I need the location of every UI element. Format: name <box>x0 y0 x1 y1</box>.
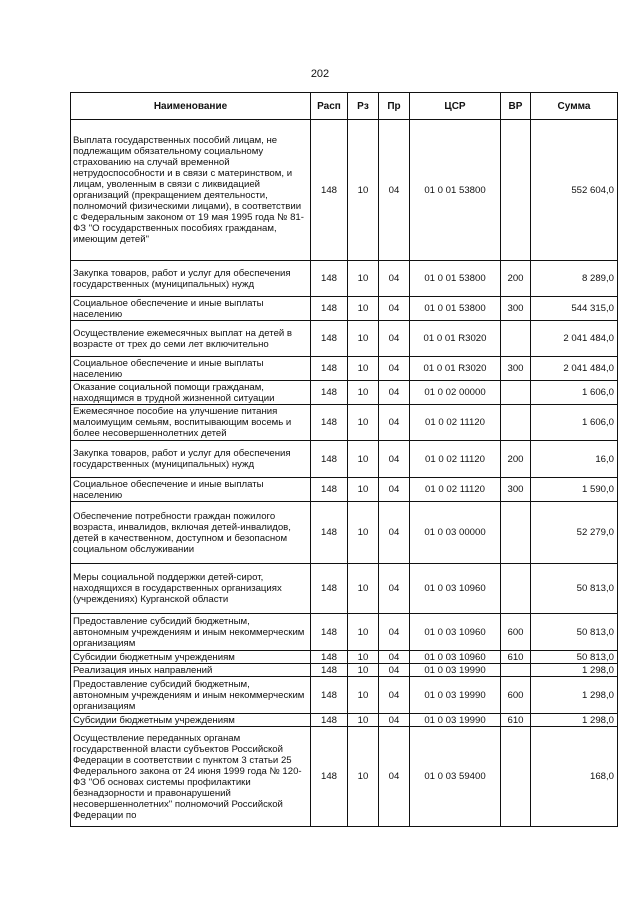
row-vr <box>501 727 531 827</box>
row-pr: 04 <box>379 651 410 664</box>
row-rasp: 148 <box>311 261 348 297</box>
header-rasp: Расп <box>311 93 348 120</box>
header-rz: Рз <box>348 93 379 120</box>
row-vr <box>501 321 531 357</box>
table-row <box>71 664 618 677</box>
row-name: Обеспечение потребности граждан пожилого возраста, инвалидов, включая детей-инвалидов, детей в качественном, доступном и безопасном социальном обслуживании <box>71 502 311 564</box>
row-name: Осуществление ежемесячных выплат на детей в возрасте от трех до семи лет включительно <box>71 321 311 357</box>
row-rz: 10 <box>348 321 379 357</box>
row-sum: 50 813,0 <box>531 614 618 651</box>
row-name: Субсидии бюджетным учреждениям <box>71 651 311 664</box>
table-row <box>71 261 618 297</box>
header-name: Наименование <box>71 93 311 120</box>
table-row <box>71 357 618 381</box>
row-rz: 10 <box>348 664 379 677</box>
row-sum: 1 606,0 <box>531 405 618 441</box>
row-rz: 10 <box>348 677 379 714</box>
row-vr: 600 <box>501 614 531 651</box>
row-rz: 10 <box>348 297 379 321</box>
header-pr: Пр <box>379 93 410 120</box>
table-row <box>71 564 618 614</box>
row-name: Социальное обеспечение и иные выплаты населению <box>71 478 311 502</box>
row-name: Осуществление переданных органам государственной власти субъектов Российской Федерации в соответствии с пунктом 3 статьи 25 Федерального закона от 24 июня 1999 года № 120-ФЗ "Об основах системы профилактики безнадзорности и правонарушений несовершеннолетних" полномочий Российской Федерации по <box>71 727 311 827</box>
row-rasp: 148 <box>311 677 348 714</box>
row-csr: 01 0 03 59400 <box>410 727 501 827</box>
row-csr: 01 0 01 53800 <box>410 297 501 321</box>
row-rz: 10 <box>348 727 379 827</box>
row-vr <box>501 120 531 261</box>
row-pr: 04 <box>379 564 410 614</box>
row-rasp: 148 <box>311 321 348 357</box>
row-sum: 52 279,0 <box>531 502 618 564</box>
row-rasp: 148 <box>311 381 348 405</box>
row-pr: 04 <box>379 441 410 478</box>
row-name: Ежемесячное пособие на улучшение питания малоимущим семьям, воспитывающим восемь и более несовершеннолетних детей <box>71 405 311 441</box>
table-row <box>71 651 618 664</box>
row-csr: 01 0 03 19990 <box>410 677 501 714</box>
table-row <box>71 614 618 651</box>
row-rasp: 148 <box>311 664 348 677</box>
row-name: Предоставление субсидий бюджетным, автономным учреждениям и иным некоммерческим организациям <box>71 677 311 714</box>
row-pr: 04 <box>379 614 410 651</box>
row-vr <box>501 381 531 405</box>
row-csr: 01 0 02 11120 <box>410 405 501 441</box>
row-pr: 04 <box>379 321 410 357</box>
table-row <box>71 441 618 478</box>
row-pr: 04 <box>379 478 410 502</box>
row-rz: 10 <box>348 478 379 502</box>
row-name: Социальное обеспечение и иные выплаты населению <box>71 357 311 381</box>
row-sum: 2 041 484,0 <box>531 357 618 381</box>
row-vr <box>501 405 531 441</box>
row-name: Оказание социальной помощи гражданам, находящимся в трудной жизненной ситуации <box>71 381 311 405</box>
row-rasp: 148 <box>311 478 348 502</box>
table-row <box>71 321 618 357</box>
header-csr: ЦСР <box>410 93 501 120</box>
row-rz: 10 <box>348 614 379 651</box>
row-sum: 1 298,0 <box>531 664 618 677</box>
row-rz: 10 <box>348 502 379 564</box>
row-vr: 300 <box>501 297 531 321</box>
row-csr: 01 0 03 10960 <box>410 651 501 664</box>
row-rasp: 148 <box>311 714 348 727</box>
row-sum: 1 590,0 <box>531 478 618 502</box>
row-csr: 01 0 03 19990 <box>410 714 501 727</box>
row-rasp: 148 <box>311 120 348 261</box>
row-rasp: 148 <box>311 405 348 441</box>
row-rz: 10 <box>348 261 379 297</box>
row-csr: 01 0 01 53800 <box>410 261 501 297</box>
row-csr: 01 0 01 53800 <box>410 120 501 261</box>
row-vr: 300 <box>501 357 531 381</box>
row-name: Закупка товаров, работ и услуг для обеспечения государственных (муниципальных) нужд <box>71 261 311 297</box>
table-row <box>71 478 618 502</box>
row-pr: 04 <box>379 714 410 727</box>
row-pr: 04 <box>379 405 410 441</box>
row-rz: 10 <box>348 651 379 664</box>
row-pr: 04 <box>379 502 410 564</box>
row-name: Закупка товаров, работ и услуг для обеспечения государственных (муниципальных) нужд <box>71 441 311 478</box>
row-name: Социальное обеспечение и иные выплаты населению <box>71 297 311 321</box>
row-csr: 01 0 03 10960 <box>410 614 501 651</box>
table-row <box>71 502 618 564</box>
row-rasp: 148 <box>311 564 348 614</box>
row-name: Предоставление субсидий бюджетным, автономным учреждениям и иным некоммерческим организациям <box>71 614 311 651</box>
header-vr: ВР <box>501 93 531 120</box>
row-sum: 16,0 <box>531 441 618 478</box>
table-row <box>71 120 618 261</box>
row-pr: 04 <box>379 727 410 827</box>
header-sum: Сумма <box>531 93 618 120</box>
row-vr <box>501 564 531 614</box>
row-rz: 10 <box>348 405 379 441</box>
table-row <box>71 381 618 405</box>
row-vr: 200 <box>501 261 531 297</box>
row-sum: 2 041 484,0 <box>531 321 618 357</box>
row-sum: 168,0 <box>531 727 618 827</box>
row-rasp: 148 <box>311 502 348 564</box>
row-rasp: 148 <box>311 651 348 664</box>
table-row <box>71 297 618 321</box>
row-rz: 10 <box>348 441 379 478</box>
row-vr: 600 <box>501 677 531 714</box>
row-vr: 610 <box>501 714 531 727</box>
table-row <box>71 677 618 714</box>
row-name: Субсидии бюджетным учреждениям <box>71 714 311 727</box>
row-sum: 1 298,0 <box>531 677 618 714</box>
row-csr: 01 0 03 19990 <box>410 664 501 677</box>
row-name: Реализация иных направлений <box>71 664 311 677</box>
row-rz: 10 <box>348 714 379 727</box>
table-row <box>71 727 618 827</box>
row-sum: 8 289,0 <box>531 261 618 297</box>
row-pr: 04 <box>379 261 410 297</box>
row-name: Выплата государственных пособий лицам, не подлежащим обязательному социальному страхованию на случай временной нетрудоспособности и в связи с материнством, и лицам, уволенным в связи с ликвидацией организаций (прекращением деятельности, полномочий физическими лицами), в соответствии с Федеральным законом от 19 мая 1995 года № 81-ФЗ "О государственных пособиях гражданам, имеющим детей" <box>71 120 311 261</box>
row-rasp: 148 <box>311 297 348 321</box>
table-header-row <box>71 93 618 120</box>
row-pr: 04 <box>379 297 410 321</box>
row-rz: 10 <box>348 357 379 381</box>
row-vr: 200 <box>501 441 531 478</box>
row-rasp: 148 <box>311 614 348 651</box>
table-row <box>71 405 618 441</box>
row-pr: 04 <box>379 677 410 714</box>
budget-table <box>70 92 618 827</box>
row-csr: 01 0 02 11120 <box>410 441 501 478</box>
row-vr <box>501 664 531 677</box>
row-csr: 01 0 01 R3020 <box>410 357 501 381</box>
row-rasp: 148 <box>311 727 348 827</box>
row-vr: 610 <box>501 651 531 664</box>
row-pr: 04 <box>379 381 410 405</box>
row-rasp: 148 <box>311 441 348 478</box>
row-sum: 552 604,0 <box>531 120 618 261</box>
row-pr: 04 <box>379 664 410 677</box>
row-csr: 01 0 02 00000 <box>410 381 501 405</box>
row-vr <box>501 502 531 564</box>
row-csr: 01 0 02 11120 <box>410 478 501 502</box>
row-rasp: 148 <box>311 357 348 381</box>
row-pr: 04 <box>379 357 410 381</box>
row-name: Меры социальной поддержки детей-сирот, находящихся в государственных организациях (учреждениях) Курганской области <box>71 564 311 614</box>
row-sum: 544 315,0 <box>531 297 618 321</box>
row-sum: 50 813,0 <box>531 564 618 614</box>
page-number: 202 <box>310 68 330 80</box>
table-row <box>71 714 618 727</box>
row-csr: 01 0 01 R3020 <box>410 321 501 357</box>
row-csr: 01 0 03 10960 <box>410 564 501 614</box>
row-sum: 1 606,0 <box>531 381 618 405</box>
row-sum: 50 813,0 <box>531 651 618 664</box>
row-pr: 04 <box>379 120 410 261</box>
row-rz: 10 <box>348 564 379 614</box>
row-vr: 300 <box>501 478 531 502</box>
row-sum: 1 298,0 <box>531 714 618 727</box>
row-csr: 01 0 03 00000 <box>410 502 501 564</box>
row-rz: 10 <box>348 381 379 405</box>
row-rz: 10 <box>348 120 379 261</box>
